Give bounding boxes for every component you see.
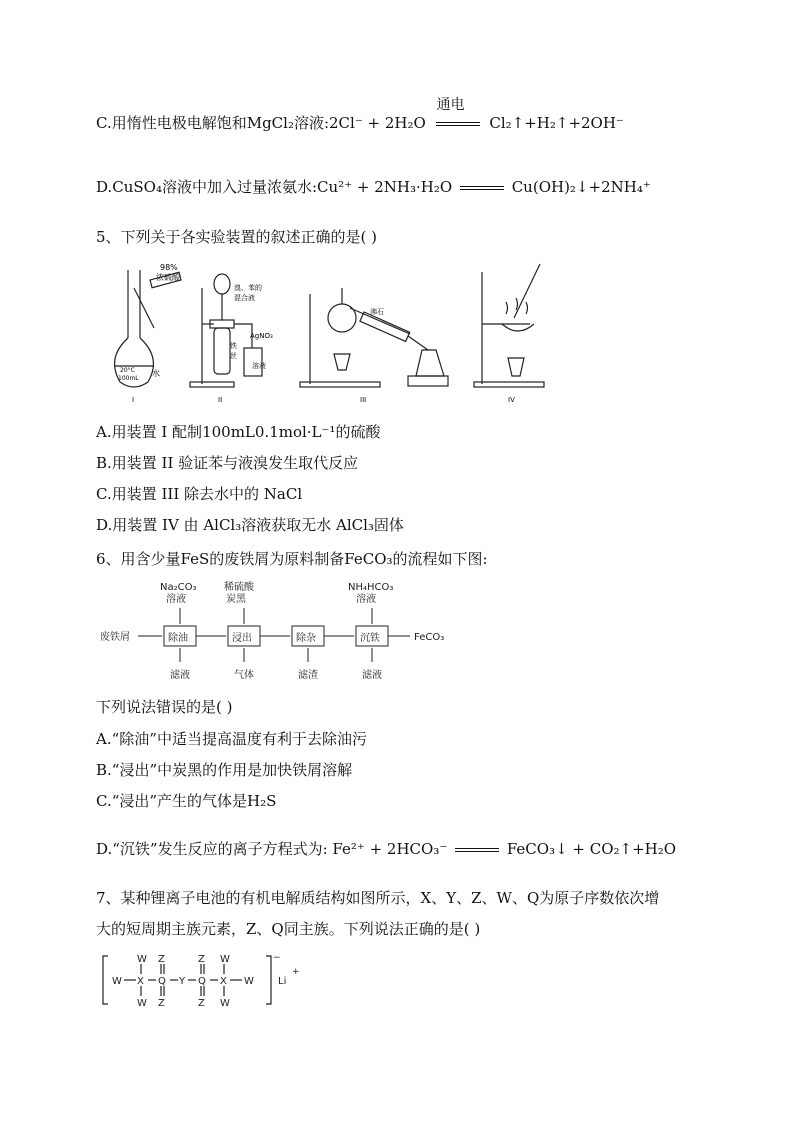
q7-structure-figure bbox=[100, 950, 310, 1010]
q7-line-1: 7、某种锂离子电池的有机电解质结构如图所示，X、Y、Z、W、Q为原子序数依次增 bbox=[96, 889, 660, 907]
atom-q-1: Q bbox=[158, 976, 166, 987]
q5-stem: 5、下列关于各实验装置的叙述正确的是( ) bbox=[96, 228, 378, 246]
flow-end: FeCO₃ bbox=[414, 632, 445, 643]
q4-option-c-arrow bbox=[431, 97, 485, 132]
atom-w-top-2: W bbox=[220, 954, 230, 965]
atom-z-bottom-2: Z bbox=[198, 998, 205, 1009]
atom-y: Y bbox=[179, 976, 186, 987]
flow-step-1: 除油 bbox=[168, 633, 188, 644]
atom-x-2: X bbox=[220, 976, 227, 987]
flow-output-2: 气体 bbox=[234, 670, 254, 681]
flow-start: 废铁屑 bbox=[100, 632, 130, 643]
q4-option-d-products: Cu(OH)₂↓+2NH₄⁺ bbox=[511, 178, 651, 196]
label-ii: II bbox=[218, 396, 223, 404]
flask-vol-label: 100mL bbox=[118, 375, 139, 382]
atom-z-top-1: Z bbox=[158, 954, 165, 965]
q4-option-d bbox=[96, 176, 651, 197]
mix-label-1: 溴、苯的 bbox=[234, 284, 262, 292]
cation-charge: + bbox=[292, 967, 300, 977]
q5-option-b: B.用装置 II 验证苯与液溴发生取代反应 bbox=[96, 454, 359, 472]
q6-option-d bbox=[96, 838, 676, 859]
q6-ask: 下列说法错误的是( ) bbox=[96, 698, 233, 716]
q6-stem: 6、用含少量FeS的废铁屑为原料制备FeCO₃的流程如下图: bbox=[96, 550, 488, 568]
equals-sign-icon bbox=[460, 186, 504, 190]
boiling-chip-label: 沸石 bbox=[370, 308, 384, 316]
flow-output-1: 滤液 bbox=[170, 670, 190, 681]
equals-sign-icon bbox=[436, 122, 480, 126]
acid-label-2: 浓硫酸 bbox=[156, 273, 180, 282]
q4-option-c bbox=[96, 97, 624, 133]
flow-output-3: 滤渣 bbox=[298, 670, 318, 681]
agno3-label: AgNO₃ bbox=[250, 332, 273, 340]
acid-label: 98% bbox=[160, 263, 178, 272]
atom-z-bottom-1: Z bbox=[158, 998, 165, 1009]
q4-option-c-condition: 通电 bbox=[436, 97, 465, 113]
atom-z-top-2: Z bbox=[198, 954, 205, 965]
flow-input-6: 溶液 bbox=[356, 594, 376, 605]
q7-line-2: 大的短周期主族元素，Z、Q同主族。下列说法正确的是( ) bbox=[96, 920, 481, 938]
atom-q-2: Q bbox=[198, 976, 206, 987]
iron-label-1: 铁 bbox=[230, 342, 237, 350]
anion-charge: − bbox=[273, 953, 281, 963]
q6-flow-diagram bbox=[100, 578, 480, 688]
q5-option-d: D.用装置 IV 由 AlCl₃溶液获取无水 AlCl₃固体 bbox=[96, 516, 404, 534]
agno3-sol-label: 溶液 bbox=[252, 362, 266, 370]
label-iv: IV bbox=[508, 396, 515, 404]
flask-temp-label: 20°C bbox=[120, 367, 135, 374]
atom-w-bottom-1: W bbox=[137, 998, 147, 1009]
atom-w-right: W bbox=[244, 976, 254, 987]
apparatus-iii bbox=[300, 288, 448, 387]
label-i: I bbox=[132, 396, 135, 404]
flow-input-5: NH₄HCO₃ bbox=[348, 582, 394, 593]
q6-option-d-text: D.“沉铁”发生反应的离子方程式为: Fe²⁺ + 2HCO₃⁻ bbox=[96, 840, 448, 858]
q6-option-d-products: FeCO₃↓ + CO₂↑+H₂O bbox=[506, 840, 677, 858]
flow-step-3: 除杂 bbox=[296, 633, 316, 644]
flow-step-2: 浸出 bbox=[232, 633, 252, 644]
flow-input-3: 稀硫酸 bbox=[224, 582, 254, 593]
atom-w-bottom-2: W bbox=[220, 998, 230, 1009]
q4-option-c-products: Cl₂↑+H₂↑+2OH⁻ bbox=[489, 114, 624, 132]
q6-option-b: B.“浸出”中炭黑的作用是加快铁屑溶解 bbox=[96, 761, 353, 779]
apparatus-iv bbox=[474, 264, 544, 387]
q6-option-a: A.“除油”中适当提高温度有利于去除油污 bbox=[96, 730, 367, 748]
label-iii: III bbox=[360, 396, 367, 404]
q5-option-c: C.用装置 III 除去水中的 NaCl bbox=[96, 485, 303, 503]
atom-w-left: W bbox=[112, 976, 122, 987]
flow-output-4: 滤液 bbox=[362, 670, 382, 681]
water-label: 水 bbox=[152, 369, 160, 378]
q6-option-c: C.“浸出”产生的气体是H₂S bbox=[96, 792, 277, 810]
iron-label-2: 丝 bbox=[230, 352, 237, 360]
flow-input-1: Na₂CO₃ bbox=[160, 582, 197, 593]
flow-input-4: 炭黑 bbox=[226, 594, 246, 605]
flow-input-2: 溶液 bbox=[166, 594, 186, 605]
atom-x-1: X bbox=[137, 976, 144, 987]
lithium-ion: Li bbox=[278, 976, 287, 987]
q5-option-a: A.用装置 I 配制100mL0.1mol·L⁻¹的硫酸 bbox=[96, 423, 381, 441]
q4-option-c-text: C.用惰性电极电解饱和MgCl₂溶液:2Cl⁻ + 2H₂O bbox=[96, 114, 426, 132]
equals-sign-icon bbox=[455, 848, 499, 852]
q4-option-d-text: D.CuSO₄溶液中加入过量浓氨水:Cu²⁺ + 2NH₃·H₂O bbox=[96, 178, 453, 196]
q5-apparatus-figure bbox=[110, 258, 550, 406]
atom-w-top-1: W bbox=[137, 954, 147, 965]
mix-label-2: 混合液 bbox=[234, 294, 255, 302]
flow-step-4: 沉铁 bbox=[360, 633, 380, 644]
